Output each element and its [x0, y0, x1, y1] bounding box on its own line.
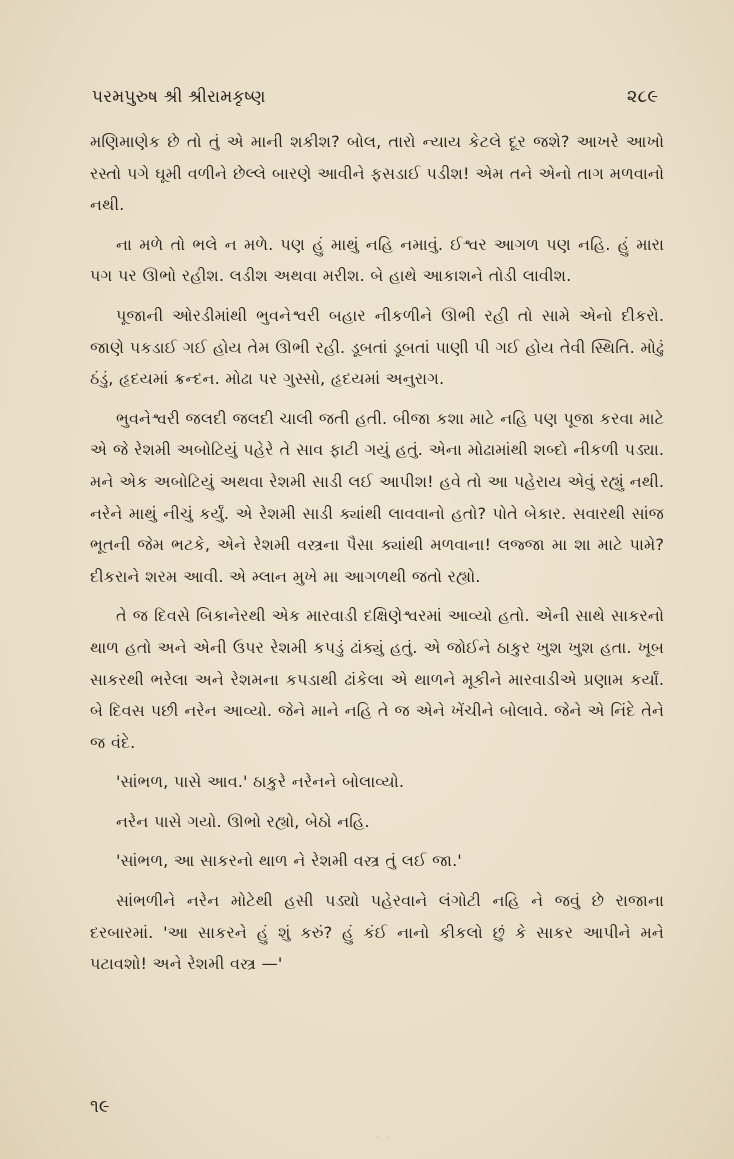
paragraph: ભુવનેશ્વરી જલદી જલદી ચાલી જતી હતી. બીજા કશા માટે નહિ પણ પૂજા કરવા માટે એ જે રેશમી અબોટિયું પહેરે તે સાવ ફાટી ગયું હતું. એના મોઢામાંથી શબ્દો નીકળી પડ્યા. મને એક અબોટિયું અથવા રેશમી સાડી લઈ આપીશ! હવે તો આ પહેરાય એવું રહ્યું નથી. નરેને માથું નીચું કર્યું. એ રેશમી સાડી ક્યાંથી લાવવાનો હતો? પોતે બેકાર. સવારથી સાંજ ભૂતની જેમ ભટકે, એને રેશમી વસ્ત્રના પૈસા ક્યાંથી મળવાના! લજ્જા મા શા માટે પામે? દીકરાને શરમ આવી. એ મ્લાન મુખે મા આગળથી જતો રહ્યો.: [90, 408, 664, 586]
paragraph: તે જ દિવસે બિકાનેરથી એક મારવાડી દક્ષિણેશ્વરમાં આવ્યો હતો. એની સાથે સાકરનો થાળ હતો અને એની ઉપર રેશમી કપડું ઢાંક્યું હતું. એ જોઈને ઠાકુર ખુશ ખુશ હતા. ખૂબ સાકરથી ભરેલા અને રેશમના કપડાથી ઢાંકેલા એ થાળને મૂકીને મારવાડીએ પ્રણામ કર્યાં. બે દિવસ પછી નરેન આવ્યો. જેને માને નહિ તે જ એને ખેંચીને બોલાવે. જેને એ નિંદે તેને જ વંદે.: [90, 606, 664, 752]
running-title: પરમપુરુષ શ્રી શ્રીરામકૃષ્ણ: [92, 87, 266, 107]
running-header: [92, 82, 658, 112]
dialogue-line: 'સાંભળ, આ સાકરનો થાળ ને રેશમી વસ્ત્ર તું લઈ જા.': [116, 851, 462, 871]
print-speck: · ·: [376, 1133, 391, 1143]
paragraph: ના મળે તો ભલે ન મળે. પણ હું માથું નહિ નમાવું. ઈશ્વર આગળ પણ નહિ. હું મારા પગ પર ઊભો રહીશ. લડીશ અથવા મરીશ. બે હાથે આકાશને તોડી લાવીશ.: [90, 234, 664, 286]
dialogue-line: 'સાંભળ, પાસે આવ.' ઠાકુરે નરેનને બોલાવ્યો.: [116, 772, 404, 792]
paragraph: નરેન પાસે ગયો. ઊભો રહ્યો, બેઠો નહિ.: [116, 811, 370, 831]
paragraph: પૂજાની ઓરડીમાંથી ભુવનેશ્વરી બહાર નીકળીને ઊભી રહી તો સામે એનો દીકરો. જાણે પકડાઈ ગઈ હોય તેમ ઊભી રહી. ડૂબતાં ડૂબતાં પાણી પી ગઈ હોય તેવી સ્થિતિ. મોઢું ઠંડું, હૃદયમાં ક્રન્દન. મોઢા પર ગુસ્સો, હૃદયમાં અનુરાગ.: [90, 305, 664, 389]
signature-mark: ૧૯: [90, 1096, 110, 1117]
page-number: ૨૮૯: [626, 86, 658, 107]
body-text: [90, 126, 664, 988]
paragraph: સાંભળીને નરેન મોટેથી હસી પડ્યો પહેરવાને લંગોટી નહિ ને જવું છે રાજાના દરબારમાં. 'આ સાકરને હું શું કરું? હું કંઈ નાનો કીકલો છું કે સાકર આપીને મને પટાવશો! અને રેશમી વસ્ત્ર —': [90, 891, 664, 974]
paragraph: મણિમાણેક છે તો તું એ માની શકીશ? બોલ, તારો ન્યાય કેટલે દૂર જશે? આખરે આખો રસ્તો પગે ઘૂમી વળીને છેલ્લે બારણે આવીને ફસડાઈ પડીશ! એમ તને એનો તાગ મળવાનો નથી.: [90, 132, 664, 215]
